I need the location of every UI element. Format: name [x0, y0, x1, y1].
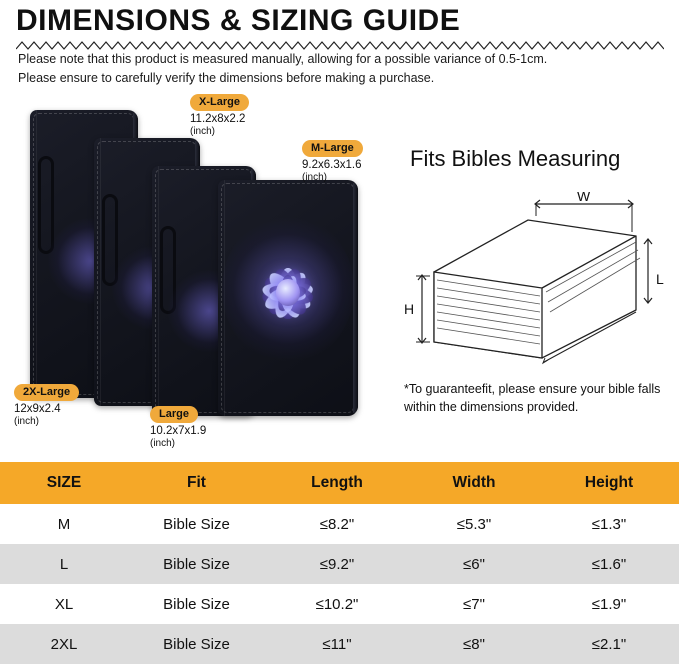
cell-size: L: [59, 555, 69, 573]
callout-mlarge-unit: (inch): [302, 172, 328, 184]
cell-width: ≤8": [463, 635, 485, 653]
zigzag-divider: [16, 41, 664, 50]
cell-width: ≤7": [463, 595, 485, 613]
svg-text:H: H: [404, 301, 415, 317]
cell-width: ≤5.3": [456, 515, 492, 533]
cell-fit: Bible Size: [163, 635, 230, 653]
callout-2xlarge-label: 2X-Large: [14, 384, 79, 401]
callout-xlarge: [190, 92, 249, 138]
callout-2xlarge-value: 12x9x2.4: [14, 403, 61, 415]
table-row: [0, 624, 679, 664]
cover-spine-crease: [158, 166, 159, 416]
cell-fit: Bible Size: [163, 515, 230, 533]
callout-2xlarge: [14, 382, 79, 428]
callout-large-label: Large: [150, 406, 198, 423]
guarantee-note: *To guaranteefit, please ensure your bible falls within the dimensions provided.: [404, 382, 661, 415]
callout-mlarge-value: 9.2x6.3x1.6: [302, 159, 362, 171]
table-row: [0, 544, 679, 584]
header-fit: Fit: [187, 474, 206, 491]
header-length: Length: [311, 474, 363, 491]
svg-text:L: L: [656, 271, 664, 287]
callout-xlarge-dims: [190, 113, 249, 138]
cell-height: ≤1.9": [591, 595, 627, 613]
table-row: [0, 584, 679, 624]
callout-mlarge-dims: [302, 159, 363, 184]
cover-spine-crease: [100, 138, 101, 406]
cell-height: ≤1.6": [591, 555, 627, 573]
page-title: DIMENSIONS & SIZING GUIDE: [16, 4, 461, 37]
table-header-row: [0, 462, 679, 504]
cell-length: ≤9.2": [319, 555, 355, 573]
callout-xlarge-label: X-Large: [190, 94, 249, 111]
cell-size: M: [57, 515, 71, 533]
cover-spine-crease: [36, 110, 37, 398]
measurement-note-line-1: Please note that this product is measured manually, allowing for a possible variance of 0.5-1cm.: [18, 52, 548, 66]
callout-2xlarge-unit: (inch): [14, 416, 40, 428]
table-row: [0, 504, 679, 544]
cell-length: ≤10.2": [315, 595, 359, 613]
cover-spine-crease: [224, 180, 225, 416]
callout-large-value: 10.2x7x1.9: [150, 425, 207, 437]
product-illustration: [0, 92, 679, 460]
size-table: [0, 462, 679, 664]
callout-xlarge-value: 11.2x8x2.2: [190, 113, 246, 125]
callout-large: [150, 404, 206, 450]
callout-xlarge-unit: (inch): [190, 126, 216, 138]
cell-size: XL: [54, 595, 74, 613]
cover-handle: [38, 156, 54, 254]
cell-length: ≤11": [322, 635, 352, 653]
cover-page-edge: [353, 183, 358, 413]
cell-length: ≤8.2": [319, 515, 355, 533]
cell-size: 2XL: [50, 635, 78, 653]
callout-mlarge: [302, 138, 363, 184]
callout-mlarge-label: M-Large: [302, 140, 363, 157]
measurement-note-line-2: Please ensure to carefully verify the dimensions before making a purchase.: [18, 71, 435, 85]
callout-large-dims: [150, 425, 206, 450]
cell-width: ≤6": [463, 555, 485, 573]
bible-cover-mlarge: [218, 180, 358, 416]
svg-text:W: W: [577, 192, 591, 204]
cover-handle: [102, 194, 118, 286]
header-height: Height: [584, 474, 634, 491]
book-dimension-diagram: [404, 192, 672, 377]
cell-height: ≤2.1": [591, 635, 627, 653]
fits-bibles-title: Fits Bibles Measuring: [410, 146, 621, 171]
cell-fit: Bible Size: [163, 595, 230, 613]
callout-2xlarge-dims: [14, 403, 79, 428]
cover-handle: [160, 226, 176, 314]
header-size: SIZE: [46, 474, 82, 491]
flower-motif: [244, 242, 332, 340]
callout-large-unit: (inch): [150, 438, 176, 450]
cell-fit: Bible Size: [163, 555, 230, 573]
cell-height: ≤1.3": [591, 515, 627, 533]
header-width: Width: [452, 474, 496, 491]
